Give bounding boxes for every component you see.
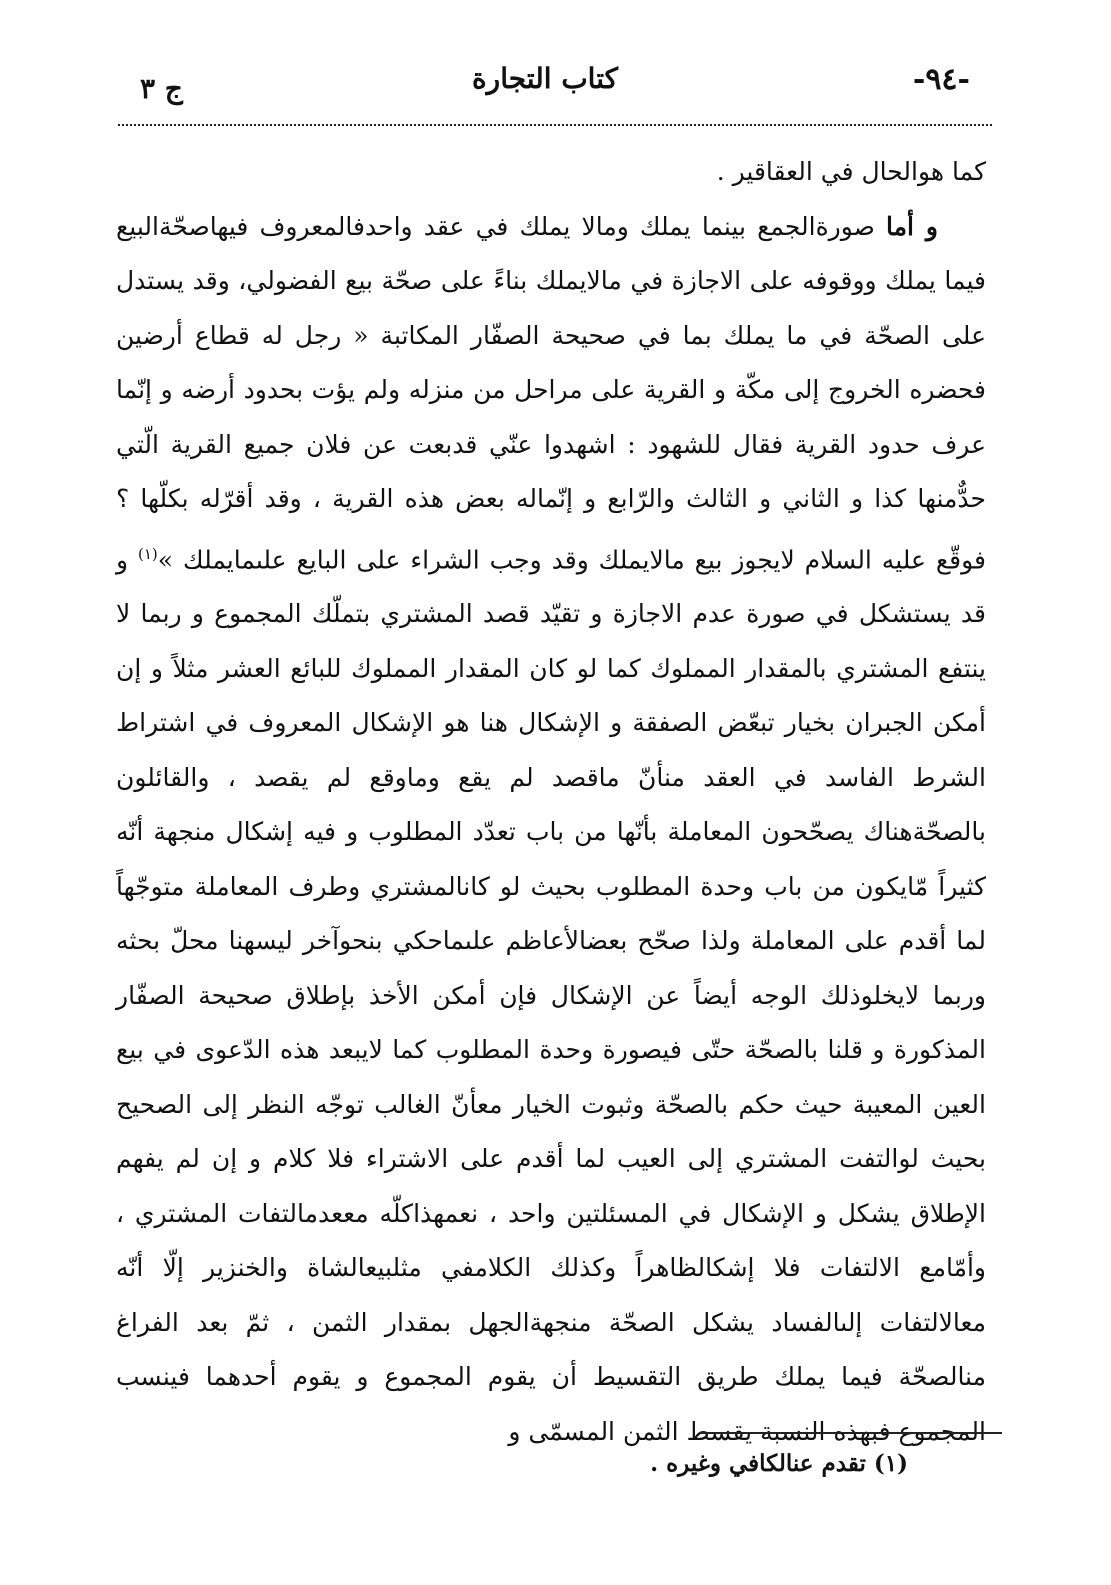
footnote-marker: (١): [138, 544, 158, 563]
paragraph-1: كما هوالحال في العقاقير .: [716, 157, 986, 186]
volume-label: ج ٣: [140, 72, 183, 105]
paragraph-lead: و أما: [886, 211, 938, 241]
paragraph-2-rest: و قد يستشكل في صورة عدم الاجازة و تقيّد قصد المشتري بتملّك المجموع و ربما لا ينتفع المشتري بالمقدار المملوك كما لو كان المقدار المملوك للبائع العشر مثلاً و إن أمكن الجبران بخيار تبعّض الصفقة و الإشكال هنا هو الإشكال المعروف في اشتراط الشرط الفاسد في العقد منأنّ ماقصد لم يقع وماوقع لم يقصد ، والقائلون بالصحّةهناك يصحّحون المعاملة بأنّها من باب تعدّد المطلوب و فيه إشكال منجهة أنّه كثيراً مّايكون من باب وحدة المطلوب بحيث لو كانالمشتري وطرف المعاملة متوجّهاً لما أقدم على المعاملة ولذا صحّح بعضالأعاظم علىماحكي بنحوآخر ليسهنا محلّ بحثه وربما لايخلوذلك الوجه أيضاً عن الإشكال فإن أمكن الأخذ بإطلاق صحيحة الصفّار المذكورة و قلنا بالصحّة حتّى فيصورة وحدة المطلوب كما لايبعد هذه الدّعوى في بيع العين المعيبة حيث حكم بالصحّة وثبوت الخيار معأنّ الغالب توجّه النظر إلى الصحيح بحيث لوالتفت المشتري إلى العيب لما أقدم على الاشتراء فلا كلام و إن لم يفهم الإطلاق يشكل و الإشكال في المسئلتين واحد ، نعمهذاكلّه مععدمالتفات المشتري ، وأمّامع الالتفات فلا إشكالظاهراً وكذلك الكلامفي مثلبيعالشاة والخنزير إلّا أنّه معالالتفات إلىالفساد يشكل الصحّة منجهةالجهل بمقدار الثمن ، ثمّ بعد الفراغ منالصحّة فيما يملك طريق التقسيط أن يقوم المجموع و يقوم أحدهما فينسب المجموع فبهذه النسبة يقسط الثمن المسمّى و: [116, 544, 986, 1446]
page-header: [120, 62, 970, 112]
footnote: (١) تقدم عنالكافي وغيره .: [650, 1450, 908, 1477]
footnote-divider: [700, 1432, 1002, 1434]
book-title: كتاب التجارة: [472, 62, 618, 95]
paragraph-2: [116, 200, 986, 1460]
body-text: [116, 145, 986, 1459]
paragraph-2-text: صورةالجمع بينما يملك ومالا يملك في عقد واحدفالمعروف فيهاصحّةالبيع فيما يملك ووقوفه على الاجازة في مالايملك بناءً على صحّة بيع الفضولي، وقد يستدل على الصحّة في ما يملك بما في صحيحة الصفّار المكاتبة « رجل له قطاع أرضين فحضره الخروج إلى مكّة و القرية على مراحل من منزله ولم يؤت بحدود أرضه و إنّما عرف حدود القرية فقال للشهود : اشهدوا عنّي قدبعت عن فلان جميع القرية الّتي حدٌّمنها كذا و الثاني و الثالث والرّابع و إنّماله بعض هذه القرية ، وقد أقرّله بكلّها ؟ فوقّع عليه السلام لايجوز بيع مالايملك وقد وجب الشراء على البايع علىمايملك »: [116, 211, 986, 574]
page-number: -٩٤-: [912, 62, 970, 97]
header-divider: [118, 124, 992, 126]
